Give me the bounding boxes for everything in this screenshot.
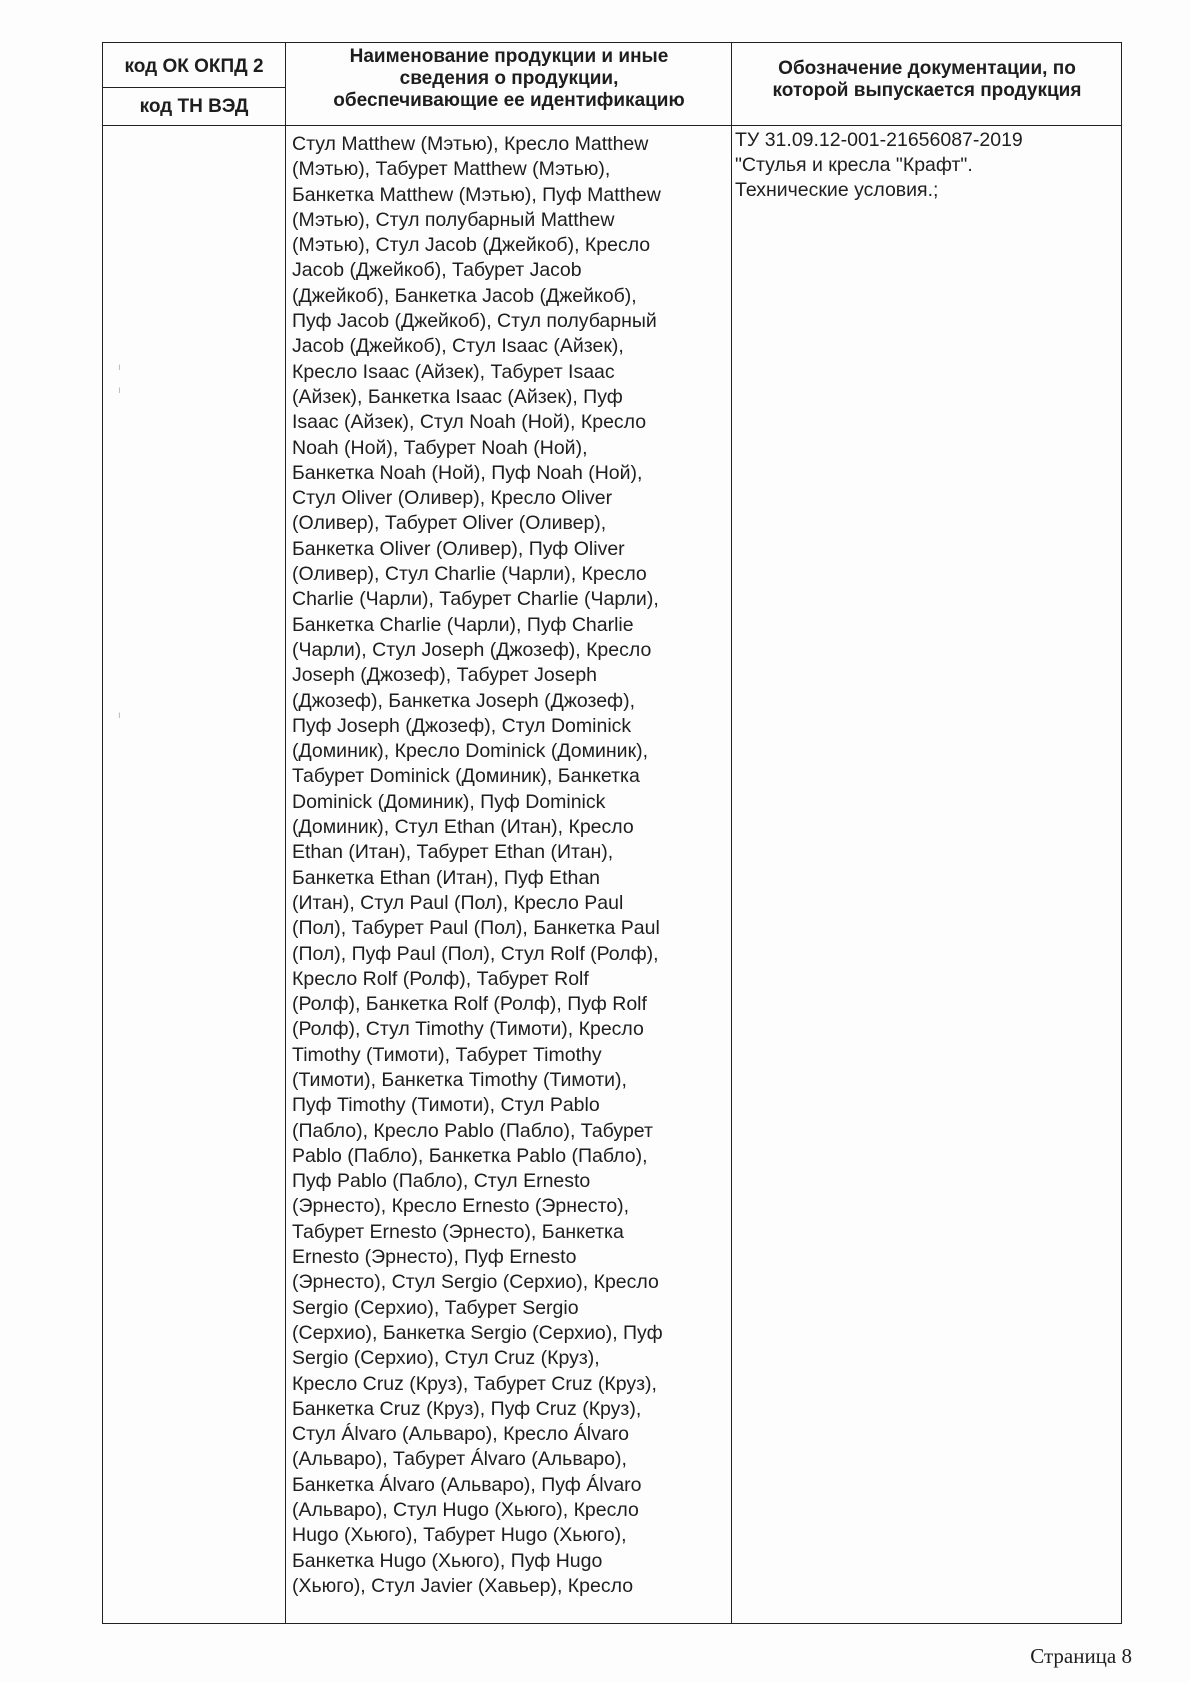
product-description-cell — [292, 132, 728, 1599]
header-product-line: сведения о продукции, — [399, 68, 619, 89]
product-text-line: Стул Álvaro (Альваро), Кресло Álvaro — [292, 1423, 630, 1446]
product-text-line: (Оливер), Стул Charlie (Чарли), Кресло — [292, 563, 647, 586]
product-text-line: (Пол), Табурет Paul (Пол), Банкетка Paul — [292, 917, 660, 940]
product-text-line: (Ролф), Банкетка Rolf (Ролф), Пуф Rolf — [292, 993, 647, 1016]
product-text-line: Банкетка Cruz (Круз), Пуф Cruz (Круз), — [292, 1397, 642, 1420]
product-text-line: Sergio (Серхио), Стул Cruz (Круз), — [292, 1347, 600, 1370]
product-text-line: Joseph (Джозеф), Табурет Joseph — [292, 664, 598, 687]
product-text-line: Jacob (Джейкоб), Стул Isaac (Айзек), — [292, 335, 624, 358]
header-bottom-line — [102, 125, 1122, 126]
product-text-line: (Эрнесто), Кресло Ernesto (Эрнесто), — [292, 1195, 630, 1218]
header-product-line: Наименование продукции и иные — [349, 46, 669, 67]
product-text-line: Стул Oliver (Оливер), Кресло Oliver — [292, 487, 613, 510]
product-text-line: Пуф Timothy (Тимоти), Стул Pablo — [292, 1094, 600, 1117]
product-text-line: (Альваро), Табурет Álvaro (Альваро), — [292, 1448, 627, 1471]
product-text-line: (Мэтью), Стул полубарный Matthew — [292, 208, 615, 231]
product-text-line: (Джозеф), Банкетка Joseph (Джозеф), — [292, 689, 636, 712]
product-text-line: Кресло Isaac (Айзек), Табурет Isaac — [292, 360, 615, 383]
product-text-line: (Ролф), Стул Timothy (Тимоти), Кресло — [292, 1018, 644, 1041]
product-text-line: Банкетка Álvaro (Альваро), Пуф Álvaro — [292, 1473, 642, 1496]
product-text-line: (Хьюго), Стул Javier (Хавьер), Кресло — [292, 1574, 634, 1597]
product-text-line: Jacob (Джейкоб), Табурет Jacob — [292, 259, 582, 282]
page-number: Страница 8 — [1030, 1644, 1132, 1668]
product-text-line: Пуф Jacob (Джейкоб), Стул полубарный — [292, 310, 657, 333]
product-text-line: Банкетка Matthew (Мэтью), Пуф Matthew — [292, 183, 661, 206]
scan-speck: ı — [118, 710, 121, 721]
product-text-line: (Мэтью), Стул Jacob (Джейкоб), Кресло — [292, 234, 651, 257]
product-text-line: Ethan (Итан), Табурет Ethan (Итан), — [292, 841, 614, 864]
scan-speck: ı — [118, 362, 121, 373]
product-text-line: Банкетка Oliver (Оливер), Пуф Oliver — [292, 537, 625, 560]
header-doc-line: которой выпускается продукция — [772, 80, 1082, 101]
header-product-name — [288, 46, 730, 112]
doc-text-line: Технические условия.; — [735, 179, 939, 201]
scan-speck: ı — [118, 385, 121, 396]
product-text-line: (Мэтью), Табурет Matthew (Мэтью), — [292, 158, 611, 181]
doc-text-line: ТУ 31.09.12-001-21656087-2019 — [735, 129, 1023, 151]
header-documentation — [734, 58, 1120, 102]
product-text-line: Табурет Ernesto (Эрнесто), Банкетка — [292, 1220, 624, 1243]
product-text-line: (Серхио), Банкетка Sergio (Серхио), Пуф — [292, 1321, 663, 1344]
header-doc-line: Обозначение документации, по — [778, 58, 1076, 79]
header-tn-ved: код ТН ВЭД — [139, 96, 249, 117]
doc-text-line: "Стулья и кресла "Крафт". — [735, 154, 973, 176]
product-text-line: Банкетка Ethan (Итан), Пуф Ethan — [292, 866, 601, 889]
product-text-line: Dominick (Доминик), Пуф Dominick — [292, 790, 606, 813]
product-text-line: Hugo (Хьюго), Табурет Hugo (Хьюго), — [292, 1524, 627, 1547]
product-text-line: Табурет Dominick (Доминик), Банкетка — [292, 765, 640, 788]
col1-header-split — [102, 87, 285, 88]
product-text-line: Банкетка Noah (Ной), Пуф Noah (Ной), — [292, 461, 643, 484]
product-text-line: Pablo (Пабло), Банкетка Pablo (Пабло), — [292, 1144, 648, 1167]
product-text-line: (Эрнесто), Стул Sergio (Серхио), Кресло — [292, 1271, 659, 1294]
product-text-line: (Джейкоб), Банкетка Jacob (Джейкоб), — [292, 284, 637, 307]
product-text-line: Кресло Rolf (Ролф), Табурет Rolf — [292, 967, 589, 990]
product-text-line: Ernesto (Эрнесто), Пуф Ernesto — [292, 1246, 577, 1269]
documentation-cell — [735, 128, 1119, 203]
product-text-line: (Оливер), Табурет Oliver (Оливер), — [292, 512, 607, 535]
column-divider-1 — [285, 42, 286, 1624]
product-text-line: (Чарли), Стул Joseph (Джозеф), Кресло — [292, 638, 652, 661]
product-text-line: Кресло Cruz (Круз), Табурет Cruz (Круз), — [292, 1372, 657, 1395]
product-text-line: (Доминик), Кресло Dominick (Доминик), — [292, 740, 649, 763]
product-text-line: Банкетка Hugo (Хьюго), Пуф Hugo — [292, 1549, 603, 1572]
product-text-line: (Доминик), Стул Ethan (Итан), Кресло — [292, 816, 634, 839]
product-text-line: (Айзек), Банкетка Isaac (Айзек), Пуф — [292, 385, 623, 408]
product-text-line: (Пол), Пуф Paul (Пол), Стул Rolf (Ролф), — [292, 942, 659, 965]
header-product-line: обеспечивающие ее идентификацию — [333, 90, 685, 111]
product-text-line: Пуф Joseph (Джозеф), Стул Dominick — [292, 714, 632, 737]
product-text-line: Timothy (Тимоти), Табурет Timothy — [292, 1043, 602, 1066]
product-text-line: Isaac (Айзек), Стул Noah (Ной), Кресло — [292, 411, 647, 434]
product-text-line: (Итан), Стул Paul (Пол), Кресло Paul — [292, 891, 624, 914]
header-okpd2: код ОК ОКПД 2 — [124, 56, 264, 77]
column-divider-2 — [731, 42, 732, 1624]
product-text-line: Банкетка Charlie (Чарли), Пуф Charlie — [292, 613, 634, 636]
product-text-line: (Альваро), Стул Hugo (Хьюго), Кресло — [292, 1499, 639, 1522]
product-text-line: Пуф Pablo (Пабло), Стул Ernesto — [292, 1170, 591, 1193]
product-text-line: Стул Matthew (Мэтью), Кресло Matthew — [292, 133, 649, 155]
product-text-line: (Тимоти), Банкетка Timothy (Тимоти), — [292, 1068, 627, 1091]
product-text-line: (Пабло), Кресло Pablo (Пабло), Табурет — [292, 1119, 653, 1142]
product-text-line: Noah (Ной), Табурет Noah (Ной), — [292, 436, 588, 459]
product-text-line: Charlie (Чарли), Табурет Charlie (Чарли), — [292, 588, 659, 611]
product-text-line: Sergio (Серхио), Табурет Sergio — [292, 1296, 579, 1319]
